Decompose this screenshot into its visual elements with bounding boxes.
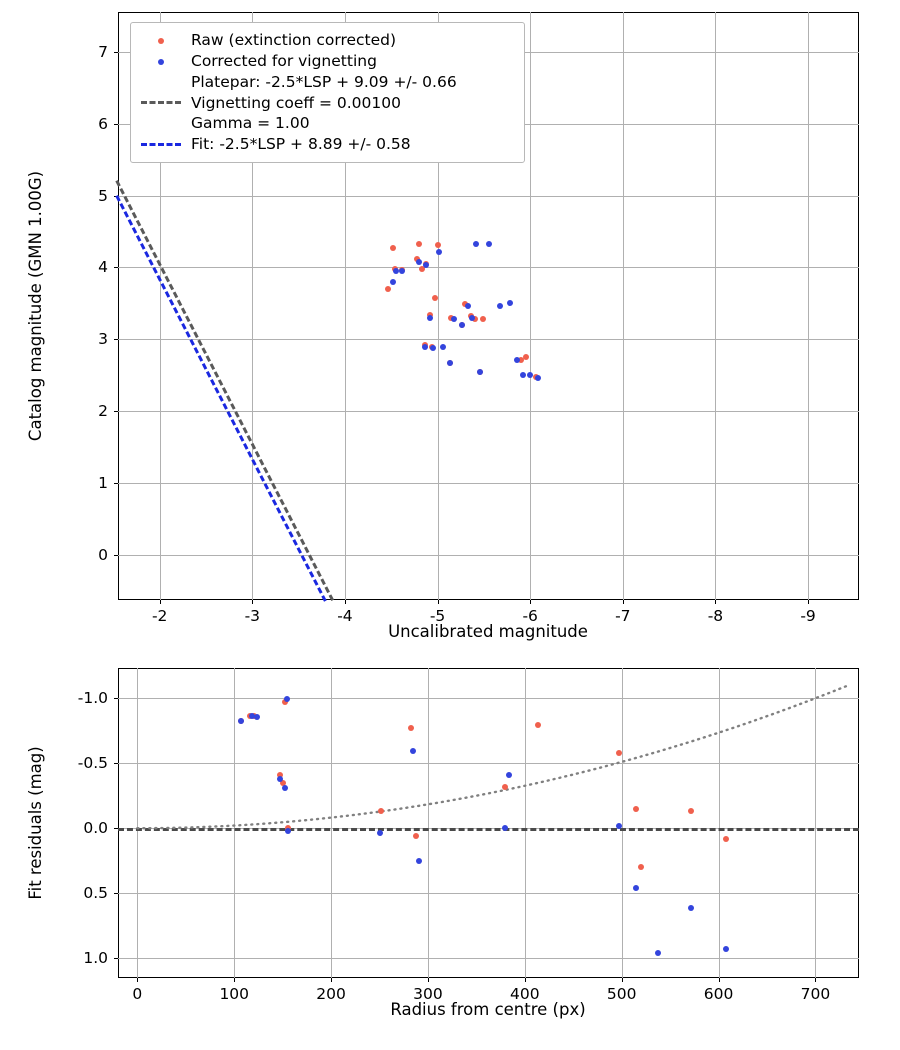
top-legend (130, 22, 525, 163)
gridline-vertical (623, 12, 624, 600)
tick-label-x: 0 (132, 985, 143, 1003)
tick-label-x: 700 (800, 985, 831, 1003)
tick-y (114, 411, 118, 412)
legend-entry-fit (139, 134, 514, 155)
data-point-corrected (427, 315, 433, 321)
gridline-horizontal (118, 763, 859, 764)
gridline-vertical (234, 668, 235, 978)
legend-entry-corrected (139, 51, 514, 72)
bottom-xlabel: Radius from centre (px) (390, 1000, 586, 1019)
tick-x (719, 978, 720, 982)
legend-marker-blue-dash (139, 134, 183, 154)
tick-label-y: 5 (98, 186, 108, 205)
data-point-corrected (477, 369, 483, 375)
tick-label-x: -2 (151, 607, 168, 625)
tick-y (114, 267, 118, 268)
data-point-raw (432, 295, 438, 301)
bottom-axes-area (118, 668, 859, 978)
tick-y (114, 52, 118, 53)
tick-x (715, 600, 716, 604)
tick-label-y: -0.5 (77, 754, 108, 773)
zero-residual-line (118, 828, 859, 831)
fit-residuals-plot (0, 660, 900, 1050)
tick-x (428, 978, 429, 982)
legend-label-gamma: Gamma = 1.00 (191, 114, 310, 133)
tick-x (622, 978, 623, 982)
legend-marker-red-dot (139, 31, 183, 51)
gridline-horizontal (118, 196, 859, 197)
gridline-vertical (622, 668, 623, 978)
legend-label-vignetting-coeff: Vignetting coeff = 0.00100 (191, 93, 401, 112)
gridline-vertical (815, 668, 816, 978)
bottom-ylabel: Fit residuals (mag) (26, 746, 45, 900)
tick-label-x: -7 (615, 607, 631, 625)
legend-entry-raw (139, 30, 514, 51)
tick-label-y: 3 (98, 330, 108, 349)
legend-marker-grey-dash (139, 93, 183, 113)
tick-label-x: 500 (606, 985, 637, 1003)
tick-label-y: 1 (98, 474, 108, 493)
tick-label-x: -4 (337, 607, 353, 625)
data-point-corrected (422, 344, 428, 350)
tick-y (114, 763, 118, 764)
residual-point-raw (616, 750, 622, 756)
tick-x (530, 600, 531, 604)
residual-point-corrected (616, 823, 622, 829)
data-point-corrected (416, 259, 422, 265)
data-point-corrected (520, 372, 526, 378)
data-point-corrected (469, 315, 475, 321)
tick-x (252, 600, 253, 604)
residual-point-corrected (416, 858, 422, 864)
gridline-vertical (525, 668, 526, 978)
tick-y (114, 698, 118, 699)
tick-label-x: 400 (510, 985, 540, 1003)
tick-label-x: -5 (429, 607, 446, 625)
tick-x (137, 978, 138, 982)
tick-y (114, 124, 118, 125)
residual-point-corrected (282, 785, 288, 791)
tick-y (114, 483, 118, 484)
legend-label-platepar: Platepar: -2.5*LSP + 9.09 +/- 0.66 (191, 73, 457, 91)
tick-label-x: 300 (413, 985, 443, 1003)
gridline-horizontal (118, 893, 859, 894)
tick-x (525, 978, 526, 982)
gridline-vertical (808, 12, 809, 600)
legend-label-raw: Raw (extinction corrected) (191, 31, 397, 50)
gridline-horizontal (118, 483, 859, 484)
gridline-horizontal (118, 267, 859, 268)
data-point-corrected (459, 322, 465, 328)
gridline-horizontal (118, 555, 859, 556)
tick-label-x: 200 (316, 985, 346, 1003)
tick-y (114, 893, 118, 894)
gridline-vertical (715, 12, 716, 600)
top-xlabel: Uncalibrated magnitude (388, 622, 588, 641)
tick-label-y: 0.0 (83, 819, 108, 838)
tick-label-y: 0.5 (83, 884, 108, 903)
tick-x (160, 600, 161, 604)
tick-x (815, 978, 816, 982)
gridline-horizontal (118, 698, 859, 699)
data-point-corrected (535, 375, 541, 381)
gridline-horizontal (118, 958, 859, 959)
tick-label-x: -3 (244, 607, 261, 625)
data-point-corrected (393, 268, 399, 274)
tick-x (331, 978, 332, 982)
tick-label-y: 2 (98, 402, 108, 421)
data-point-corrected (440, 344, 446, 350)
tick-x (345, 600, 346, 604)
tick-x (438, 600, 439, 604)
tick-label-y: 7 (98, 42, 108, 61)
tick-y (114, 555, 118, 556)
tick-label-x: 100 (219, 985, 250, 1003)
legend-entry-platepar (139, 92, 514, 113)
residual-point-corrected (277, 776, 283, 782)
data-point-raw (416, 241, 422, 247)
residual-point-raw (633, 806, 639, 812)
tick-label-y: -1.0 (77, 688, 108, 707)
gridline-vertical (137, 668, 138, 978)
data-point-corrected (390, 279, 396, 285)
tick-label-x: -6 (522, 607, 538, 625)
gridline-vertical (530, 12, 531, 600)
data-point-corrected (430, 345, 436, 351)
tick-label-y: 4 (98, 258, 108, 277)
gridline-vertical (428, 668, 429, 978)
tick-y (114, 339, 118, 340)
residual-point-raw (502, 784, 508, 790)
tick-label-x: -8 (707, 607, 724, 625)
residual-point-corrected (284, 696, 290, 702)
tick-label-y: 6 (98, 114, 108, 133)
top-ylabel: Catalog magnitude (GMN 1.00G) (26, 170, 45, 442)
data-point-corrected (447, 360, 453, 366)
legend-label-corrected: Corrected for vignetting (191, 52, 377, 71)
gridline-vertical (719, 668, 720, 978)
legend-marker-blue-dot (139, 52, 183, 72)
tick-label-y: 0 (98, 546, 108, 565)
residual-point-raw (723, 836, 729, 842)
tick-label-y: 1.0 (83, 949, 108, 968)
data-point-corrected (497, 303, 503, 309)
tick-label-x: -9 (800, 607, 816, 625)
tick-x (234, 978, 235, 982)
tick-x (623, 600, 624, 604)
gridline-vertical (331, 668, 332, 978)
tick-y (114, 958, 118, 959)
tick-x (808, 600, 809, 604)
data-point-raw (435, 242, 441, 248)
gridline-horizontal (118, 339, 859, 340)
tick-label-x: 600 (703, 985, 734, 1003)
legend-label-fit: Fit: -2.5*LSP + 8.89 +/- 0.58 (191, 135, 411, 154)
